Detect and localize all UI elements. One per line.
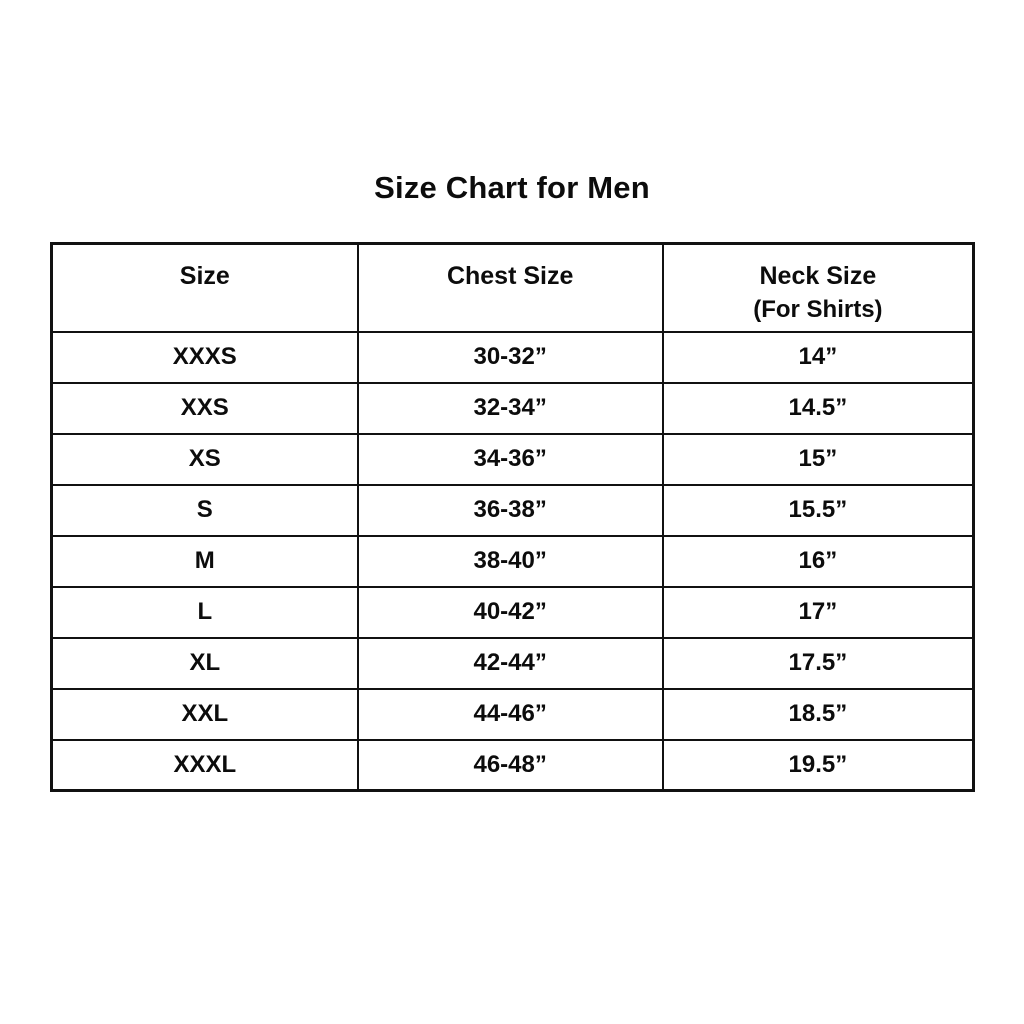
table-row-s — [52, 485, 974, 536]
cell-neck: 17” — [663, 587, 974, 638]
header-neck-label: Neck Size — [759, 262, 877, 290]
table-row-xs — [52, 434, 974, 485]
cell-size: XL — [52, 638, 358, 689]
header-neck-size — [663, 244, 974, 332]
cell-size: XS — [52, 434, 358, 485]
cell-neck: 17.5” — [663, 638, 974, 689]
cell-size: L — [52, 587, 358, 638]
header-chest-size — [358, 244, 663, 332]
header-chest-label: Chest Size — [446, 262, 574, 290]
cell-neck: 19.5” — [663, 740, 974, 791]
cell-chest: 32-34” — [358, 383, 663, 434]
table-body — [52, 332, 974, 791]
cell-size: S — [52, 485, 358, 536]
table-row-xxl — [52, 689, 974, 740]
header-size — [52, 244, 358, 332]
cell-chest: 34-36” — [358, 434, 663, 485]
cell-size: XXXL — [52, 740, 358, 791]
cell-chest: 40-42” — [358, 587, 663, 638]
header-row — [52, 244, 974, 332]
table-header — [52, 244, 974, 332]
cell-neck: 18.5” — [663, 689, 974, 740]
cell-neck: 14” — [663, 332, 974, 383]
table-row-xxxl — [52, 740, 974, 791]
cell-size: M — [52, 536, 358, 587]
cell-chest: 36-38” — [358, 485, 663, 536]
cell-neck: 15” — [663, 434, 974, 485]
cell-size: XXL — [52, 689, 358, 740]
table-row-l — [52, 587, 974, 638]
cell-chest: 38-40” — [358, 536, 663, 587]
header-size-label: Size — [179, 262, 230, 290]
table-row-m — [52, 536, 974, 587]
table-row-xxs — [52, 383, 974, 434]
table-row-xl — [52, 638, 974, 689]
cell-size: XXXS — [52, 332, 358, 383]
cell-chest: 30-32” — [358, 332, 663, 383]
header-neck-subtitle: (For Shirts) — [753, 296, 883, 323]
cell-chest: 46-48” — [358, 740, 663, 791]
cell-chest: 44-46” — [358, 689, 663, 740]
cell-chest: 42-44” — [358, 638, 663, 689]
table-row-xxxs — [52, 332, 974, 383]
cell-neck: 15.5” — [663, 485, 974, 536]
page-title: Size Chart for Men — [374, 170, 650, 205]
cell-neck: 16” — [663, 536, 974, 587]
cell-neck: 14.5” — [663, 383, 974, 434]
cell-size: XXS — [52, 383, 358, 434]
size-chart-table — [50, 242, 975, 792]
